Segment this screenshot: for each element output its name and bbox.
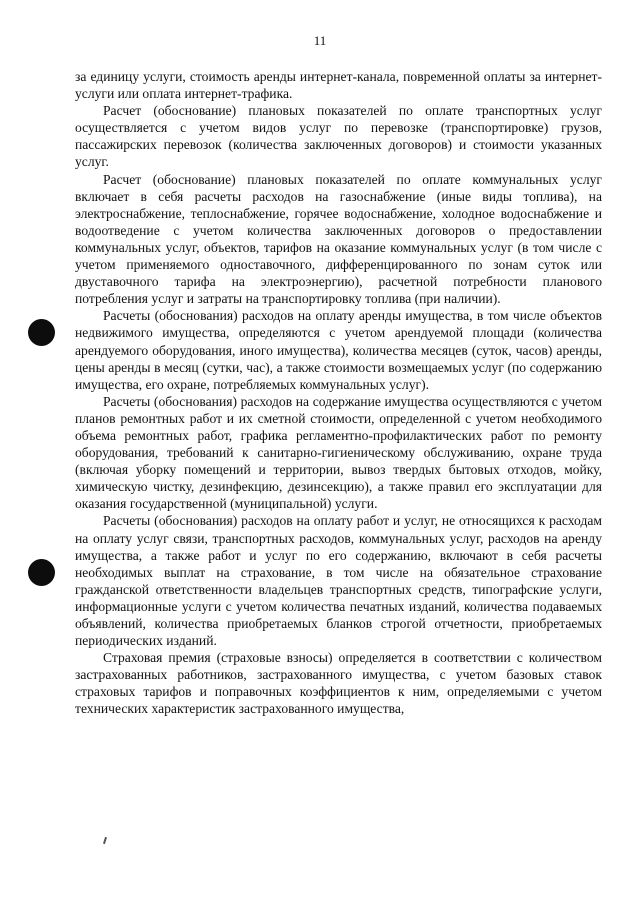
punch-hole-top [28,319,55,346]
paragraph-insurance-premium: Страховая премия (страховые взносы) определяется в соответствии с количеством застрахованных работников, застрахованного имущества, с учетом базовых ставок страховых тарифов и поправочных коэффициентов к ним, определяемыми с учетом технических характеристик застрахованного имущества, [75,650,602,717]
paragraph-utility-services: Расчет (обоснование) плановых показателей по оплате коммунальных услуг включает в себя расчеты расходов на газоснабжение (иные виды топлива), на электроснабжение, теплоснабжение, горячее водоснабжение, холодное водоснабжение и водоотведение с учетом количества заключенных договоров о предоставлении коммунальных услуг, объектов, тарифов на оказание коммунальных услуг (в том числе с учетом применяемого одноставочного, дифференцированного по зонам суток или двуставочного тарифа на электроэнергию), расчетной потребности планового потребления услуг и затраты на транспортировку топлива (при наличии). [75,171,602,307]
paragraph-transport-services: Расчет (обоснование) плановых показателей по оплате транспортных услуг осуществляется с учетом видов услуг по перевозке (транспортировке) грузов, пассажирских перевозок (количества заключенных договоров) и стоимости указанных услуг. [75,103,602,170]
punch-hole-bottom [28,559,55,586]
paragraph-property-rent: Расчеты (обоснования) расходов на оплату аренды имущества, в том числе объектов недвижимого имущества, определяются с учетом арендуемой площади (количества арендуемого оборудования, иного имущества), количества месяцев (суток, часов) аренды, цены аренды в месяц (сутки, час), а также стоимости возмещаемых услуг (по содержанию имущества, его охране, потребляемых коммунальных услуг). [75,308,602,392]
paragraph-property-maintenance: Расчеты (обоснования) расходов на содержание имущества осуществляются с учетом планов ремонтных работ и их сметной стоимости, определенной с учетом необходимого объема ремонтных работ, графика регламентно-профилактических работ по ремонту оборудования, требований к санитарно-гигиеническому обслуживанию, охране труда (включая уборку помещений и территории, вывоз твердых бытовых отходов, мойку, химическую чистку, дезинфекцию, дезинсекцию), а также правил его эксплуатации для оказания государственной (муниципальной) услуги. [75,393,602,512]
paragraph-other-services: Расчеты (обоснования) расходов на оплату работ и услуг, не относящихся к расходам на оплату услуг связи, транспортных расходов, коммунальных услуг, расходов на аренду имущества, а также работ и услуг по его содержанию, включают в себя расчеты необходимых выплат на страхование, в том числе на обязательное страхование гражданской ответственности владельцев транспортных средств, типографские услуги, информационные услуги с учетом количества печатных изданий, количества подаваемых объявлений, количества приобретаемых бланков строгой отчетности, приобретаемых периодических изданий. [75,513,602,649]
scan-speck [103,837,107,844]
body-text [75,68,602,718]
page-number: 11 [313,33,327,48]
paragraph-continued: за единицу услуги, стоимость аренды интернет-канала, повременной оплаты за интернет-услуги или оплата интернет-трафика. [75,69,602,102]
